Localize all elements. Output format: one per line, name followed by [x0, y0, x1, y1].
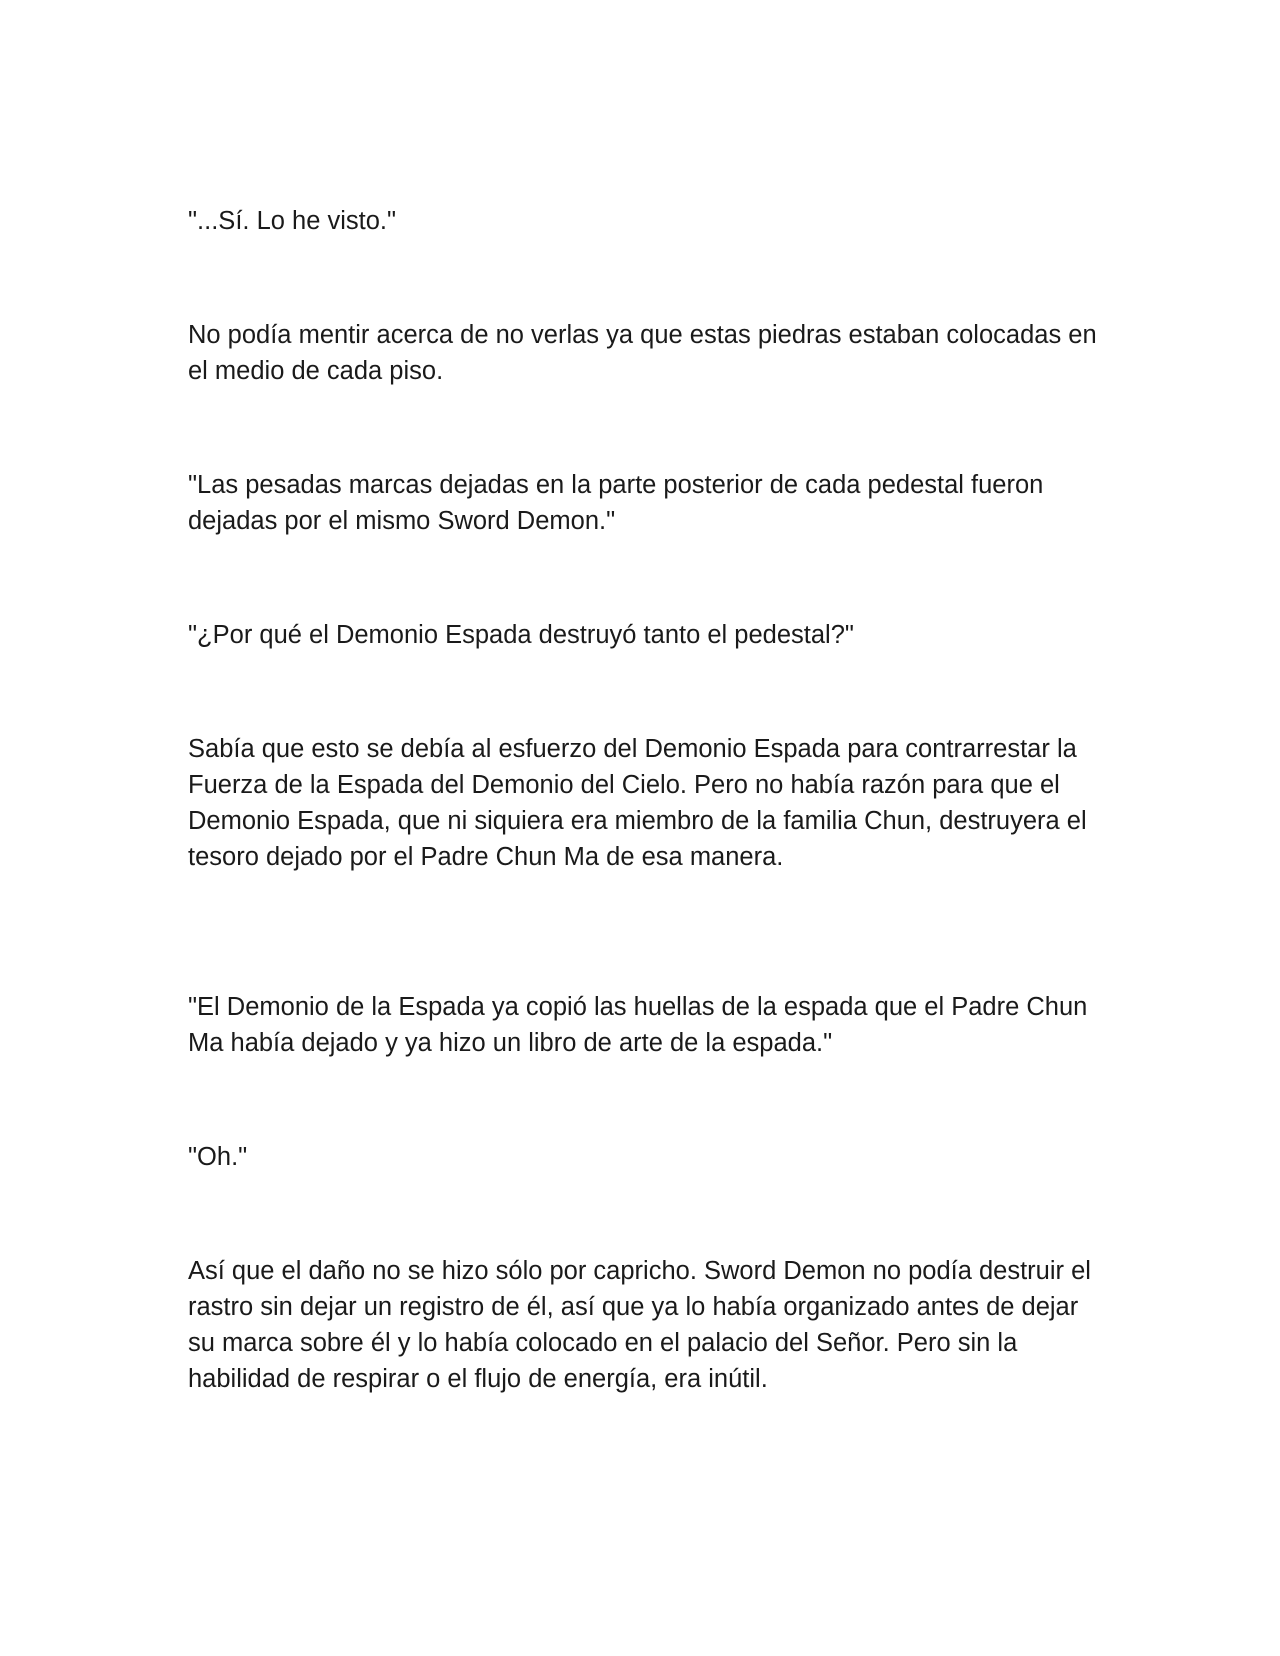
- paragraph-1: "...Sí. Lo he visto.": [188, 207, 397, 235]
- paragraph-7: "Oh.": [188, 1143, 248, 1171]
- paragraph-8: Así que el daño no se hizo sólo por capricho. Sword Demon no podía destruir el rastro sin dejar un registro de él, así que ya lo había organizado antes de dejar su marca sobre él y lo había colocado en el palacio del Señor. Pero sin la habilidad de respirar o el flujo de energía, era inútil.: [188, 1257, 1091, 1393]
- paragraph-5: Sabía que esto se debía al esfuerzo del Demonio Espada para contrarrestar la Fuerza de la Espada del Demonio del Cielo. Pero no había razón para que el Demonio Espada, que ni siquiera era miembro de la familia Chun, destruyera el tesoro dejado por el Padre Chun Ma de esa manera.: [188, 735, 1087, 871]
- paragraph-6: "El Demonio de la Espada ya copió las huellas de la espada que el Padre Chun Ma había dejado y ya hizo un libro de arte de la espada.": [188, 993, 1088, 1057]
- paragraph-3: "Las pesadas marcas dejadas en la parte posterior de cada pedestal fueron dejadas por el mismo Sword Demon.": [188, 471, 1044, 535]
- paragraph-2: No podía mentir acerca de no verlas ya que estas piedras estaban colocadas en el medio de cada piso.: [188, 321, 1097, 385]
- paragraph-4: "¿Por qué el Demonio Espada destruyó tanto el pedestal?": [188, 621, 854, 649]
